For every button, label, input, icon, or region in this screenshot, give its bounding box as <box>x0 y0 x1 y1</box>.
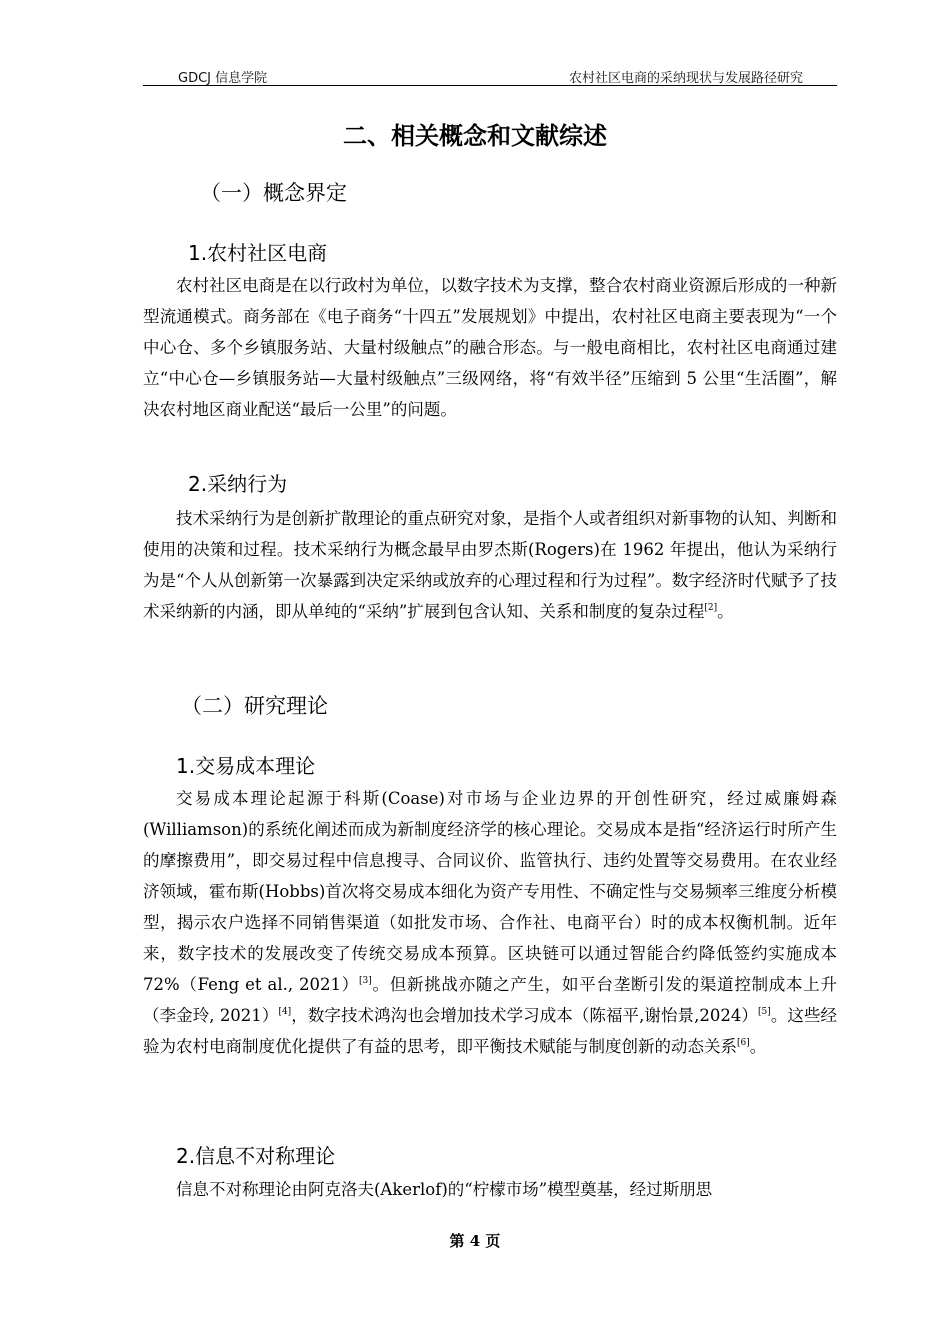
tc-text-c: ，数字技术鸿沟也会增加技术学习成本（陈福平,谢怡景,2024） <box>291 1006 758 1025</box>
citation-6: [6] <box>737 1038 750 1048</box>
citation-5: [5] <box>758 1007 771 1017</box>
paragraph-adoption-end: 。 <box>717 602 734 621</box>
subsection-heading-rural-ecommerce: 1.农村社区电商 <box>188 241 328 265</box>
citation-4: [4] <box>278 1007 292 1017</box>
page-number: 第 4 页 <box>449 1232 501 1250</box>
paragraph-adoption-text: 技术采纳行为是创新扩散理论的重点研究对象，是指个人或者组织对新事物的认知、判断和使用的决策和过程。技术采纳行为概念最早由罗杰斯(Rogers)在 1962 年提出，他认为采纳行为是“个人从创新第一次暴露到决定采纳或放弃的心理过程和行为过程”。数字经济时代赋予了技术采纳新的内涵，即从单纯的“采纳”扩展到包含认知、关系和制度的复杂过程 <box>143 509 837 621</box>
tc-text-e: 。 <box>749 1037 767 1056</box>
citation-3: [3] <box>359 976 372 986</box>
chapter-title: 二、相关概念和文献综述 <box>343 122 607 150</box>
tc-text-b: 。但新挑战亦随之产生，如平台垄断引发的渠道控制成本上升（李金玲, 2021） <box>143 975 837 1025</box>
header-divider <box>143 85 837 86</box>
tc-text-d: 。这些经验为农村电商制度优化提供了有益的思考，即平衡技术赋能与制度创新的动态关系 <box>143 1006 838 1056</box>
paragraph-rural-ecommerce: 农村社区电商是在以行政村为单位，以数字技术为支撑，整合农村商业资源后形成的一种新型流通模式。商务部在《电子商务“十四五”发展规划》中提出，农村社区电商主要表现为“一个中心仓、多个乡镇服务站、大量村级触点”的融合形态。与一般电商相比，农村社区电商通过建立“中心仓—乡镇服务站—大量村级触点”三级网络，将“有效半径”压缩到 5 公里“生活圈”，解决农村地区商业配送“最后一公里”的问题。 <box>143 276 837 419</box>
section-heading-concepts: （一）概念界定 <box>200 181 347 205</box>
header-paper-title: 农村社区电商的采纳现状与发展路径研究 <box>568 71 803 86</box>
paragraph-information-asymmetry: 信息不对称理论由阿克洛夫(Akerlof)的“柠檬市场”模型奠基，经过斯朋思 <box>176 1180 713 1199</box>
subsection-heading-information-asymmetry: 2.信息不对称理论 <box>176 1144 336 1168</box>
section-heading-theories: （二）研究理论 <box>181 694 328 718</box>
subsection-heading-transaction-cost: 1.交易成本理论 <box>176 754 316 778</box>
paragraph-adoption <box>143 503 837 627</box>
subsection-heading-adoption: 2.采纳行为 <box>188 472 288 496</box>
citation-2: [2] <box>704 603 718 613</box>
paragraph-transaction-cost <box>143 783 837 1062</box>
tc-text-a: 交易成本理论起源于科斯(Coase)对市场与企业边界的开创性研究，经过威廉姆森(Williamson)的系统化阐述而成为新制度经济学的核心理论。交易成本是指“经济运行时所产生的摩擦费用”，即交易过程中信息搜寻、合同议价、监管执行、违约处置等交易费用。在农业经济领域，霍布斯(Hobbs)首次将交易成本细化为资产专用性、不确定性与交易频率三维度分析模型，揭示农户选择不同销售渠道（如批发市场、合作社、电商平台）时的成本权衡机制。近年来，数字技术的发展改变了传统交易成本预算。区块链可以通过智能合约降低签约实施成本 72%（Feng et al., 2021） <box>143 789 837 994</box>
header-institution: GDCJ 信息学院 <box>178 71 268 86</box>
